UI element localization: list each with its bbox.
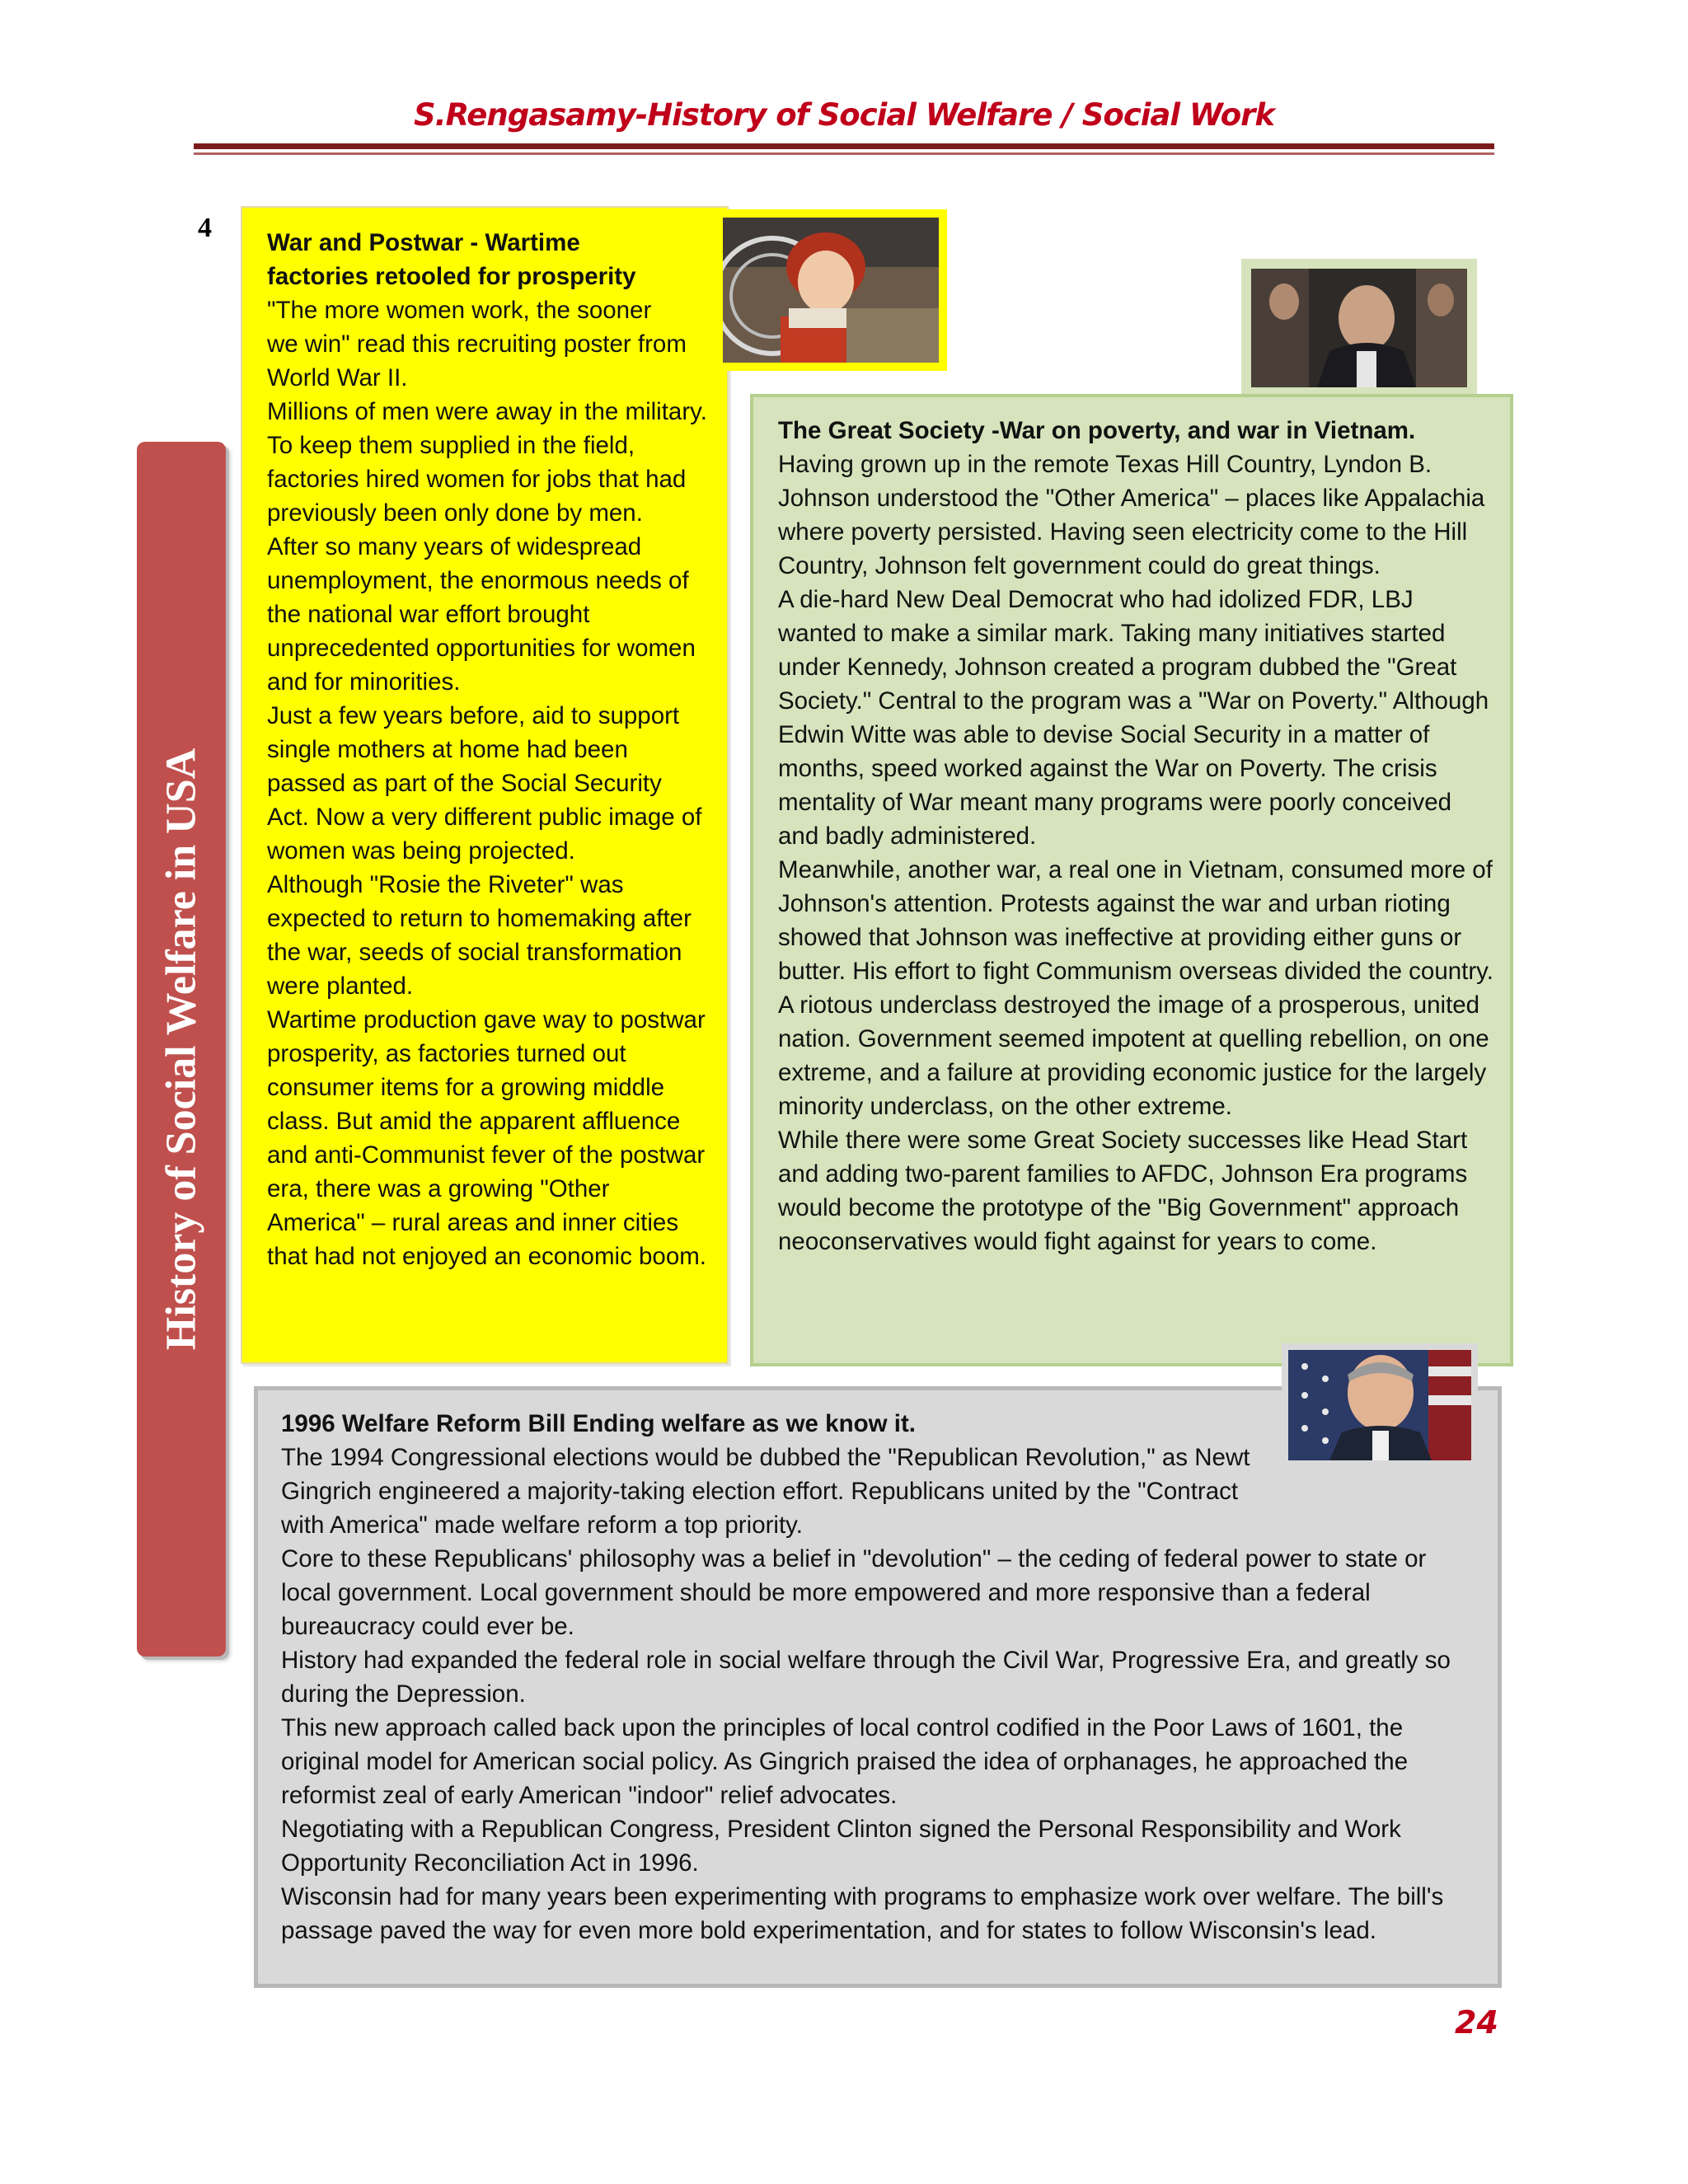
clinton-photo-frame [1282,1343,1478,1467]
welfare-reform-paragraph: This new approach called back upon the principles of local control codified in the Poor Laws of 1601, the original model for American social policy. As Gingrich praised the idea of orphanages, he approached the reformist zeal of early American "indoor" relief advocates. [281,1714,1409,1809]
wartime-paragraph: Millions of men were away in the military. To keep them supplied in the field, factories hired women for jobs that had previously been only done by men. [267,398,707,527]
wartime-paragraph: Just a few years before, aid to support single mothers at home had been passed as part of the Social Security Act. Now a very different public image of women was being projected. [267,702,702,865]
rosie-photo [723,218,939,363]
rosie-photo-frame [715,209,947,371]
great-society-paragraph: A die-hard New Deal Democrat who had idolized FDR, LBJ wanted to make a similar mark. Taking many initiatives started under Kennedy, Johnson created a program dubbed the "Great Society." Central to the program was a "War on Poverty." Although Edwin Witte was able to devise Social Security in a matter of months, speed worked against the War on Poverty. The crisis mentality of War meant many programs were poorly conceived and badly administered. [778,586,1489,850]
side-tab [137,442,226,1657]
wartime-title: War and Postwar - Wartime factories retooled for prosperity [267,229,636,290]
side-tab-label: History of Social Welfare in USA [157,748,205,1351]
wartime-paragraph: Wartime production gave way to postwar prosperity, as factories turned out consumer items for a growing middle class. But amid the apparent affluence and anti-Communist fever of the postwar era, there was a growing "Other America" – rural areas and inner cities that had not enjoyed an economic boom. [267,1006,707,1270]
section-number: 4 [198,213,212,243]
great-society-paragraph: Having grown up in the remote Texas Hill Country, Lyndon B. Johnson understood the "Other America" – places like Appalachia where poverty persisted. Having seen electricity come to the Hill Country, Johnson felt government could do great things. [778,451,1485,579]
great-society-paragraph: Meanwhile, another war, a real one in Vietnam, consumed more of Johnson's attention. Protests against the war and urban rioting showed that Johnson was ineffective at providing either guns or butter. His effort to fight Communism overseas divided the country. A riotous underclass destroyed the image of a prosperous, united nation. Government seemed impotent at quelling rebellion, on one extreme, and a failure at providing economic justice for the largely minority underclass, on the other extreme. [778,856,1493,1120]
wartime-box [241,206,729,1364]
great-society-paragraph: While there were some Great Society successes like Head Start and adding two-parent families to AFDC, Johnson Era programs would become the prototype of the "Big Government" approach neoconservatives would fight against for years to come. [778,1127,1468,1255]
header-rule [194,143,1494,149]
lbj-photo [1251,269,1467,387]
wartime-paragraph: "The more women work, the sooner we win" read this recruiting poster from World War II. [267,297,687,391]
clinton-photo [1288,1350,1471,1460]
wartime-paragraph: After so many years of widespread unemployment, the enormous needs of the national war effort brought unprecedented opportunities for women and for minorities. [267,533,696,696]
welfare-reform-box [254,1386,1502,1988]
welfare-reform-paragraph: Core to these Republicans' philosophy was a belief in "devolution" – the ceding of federal power to state or local government. Local government should be more empowered and more responsive than a federal bureaucracy could ever be. [281,1545,1427,1640]
header-title: S.Rengasamy-History of Social Welfare / Social Work [413,97,1275,133]
lbj-photo-frame [1241,259,1477,397]
welfare-reform-paragraph: Wisconsin had for many years been experimenting with programs to emphasize work over welfare. The bill's passage paved the way for even more bold experimentation, and for states to follow Wisconsin's lead. [281,1883,1444,1944]
welfare-reform-title: 1996 Welfare Reform Bill Ending welfare as we know it. [281,1410,916,1437]
welfare-reform-paragraph: Negotiating with a Republican Congress, President Clinton signed the Personal Responsibility and Work Opportunity Reconciliation Act in 1996. [281,1816,1401,1877]
page-number: 24 [1455,2004,1498,2041]
wartime-paragraph: Although "Rosie the Riveter" was expected to return to homemaking after the war, seeds of social transformation were planted. [267,871,692,1000]
great-society-title: The Great Society -War on poverty, and war in Vietnam. [778,417,1416,444]
great-society-box [750,394,1513,1366]
header-rule-thin [194,152,1494,155]
welfare-reform-paragraph: History had expanded the federal role in social welfare through the Civil War, Progressive Era, and greatly so during the Depression. [281,1647,1451,1708]
welfare-reform-paragraph: The 1994 Congressional elections would be dubbed the "Republican Revolution," as Newt Gingrich engineered a majority-taking election effort. Republicans united by the "Contract with America" made welfare reform a top priority. [281,1444,1250,1539]
